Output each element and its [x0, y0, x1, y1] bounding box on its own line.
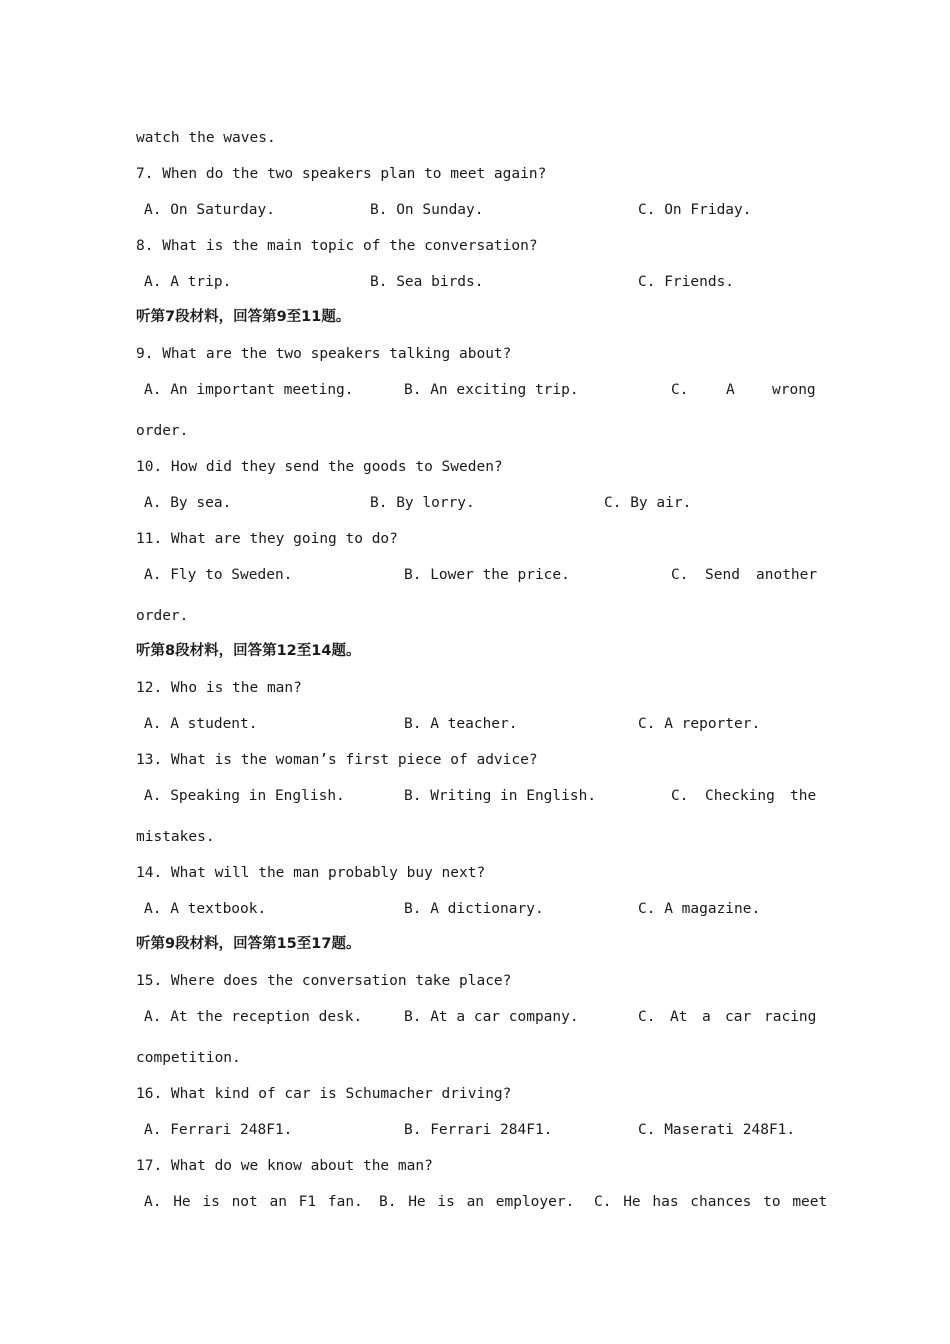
option-c-letter: C.: [671, 567, 689, 583]
question-17-options: [144, 1192, 828, 1272]
section-heading-8: 听第8段材料，回答第12至14题。: [136, 643, 361, 659]
option-c: C. By air.: [604, 495, 692, 511]
continuation-text: watch the waves.: [136, 130, 276, 146]
option-b: B. By lorry.: [370, 495, 475, 511]
question-14: 14. What will the man probably buy next?: [136, 865, 486, 881]
question-12: 12. Who is the man?: [136, 680, 302, 696]
option-a: A. On Saturday.: [144, 202, 275, 218]
option-c: C. Friends.: [638, 274, 735, 290]
option-b: B. At a car company.: [404, 1009, 579, 1025]
option-c-letter: C.: [671, 788, 689, 804]
question-9: 9. What are the two speakers talking about?: [136, 346, 512, 362]
option-c-letter: C.: [638, 1009, 656, 1025]
option-a: A. A textbook.: [144, 901, 267, 917]
option-c-letter: C.: [671, 382, 689, 398]
option-b: B. A dictionary.: [404, 901, 544, 917]
option-b: B. Lower the price.: [404, 567, 570, 583]
question-8: 8. What is the main topic of the conversation?: [136, 238, 538, 254]
option-a: A. A trip.: [144, 274, 232, 290]
option-a: A. A student.: [144, 716, 258, 732]
question-7: 7. When do the two speakers plan to meet again?: [136, 166, 547, 182]
option-c-word: racing: [764, 1009, 817, 1025]
option-c: C. On Friday.: [638, 202, 752, 218]
option-a: A. By sea.: [144, 495, 232, 511]
option-a: A. Fly to Sweden.: [144, 567, 293, 583]
option-c: C. A magazine.: [638, 901, 761, 917]
question-10: 10. How did they send the goods to Sweden?: [136, 459, 503, 475]
option-c-continuation: mistakes.: [136, 829, 215, 845]
option-a: A. An important meeting.: [144, 382, 354, 398]
option-b: B. A teacher.: [404, 716, 518, 732]
question-15: 15. Where does the conversation take place?: [136, 973, 512, 989]
option-a: A. He is not an F1 fan.: [144, 1194, 363, 1210]
option-c-word: wrong: [772, 382, 816, 398]
option-c: C. Maserati 248F1.: [638, 1122, 796, 1138]
option-c: C. He has chances to meet: [594, 1194, 828, 1210]
option-a: A. Ferrari 248F1.: [144, 1122, 293, 1138]
option-c-word: the: [790, 788, 817, 804]
option-c-word: another: [756, 567, 818, 583]
option-c-word: car: [725, 1009, 752, 1025]
option-c-word: a: [702, 1009, 711, 1025]
option-c-continuation: competition.: [136, 1050, 241, 1066]
option-a: A. At the reception desk.: [144, 1009, 363, 1025]
option-c-word: A: [726, 382, 735, 398]
option-b: B. On Sunday.: [370, 202, 484, 218]
section-heading-7: 听第7段材料，回答第9至11题。: [136, 309, 351, 325]
question-16: 16. What kind of car is Schumacher driving?: [136, 1086, 512, 1102]
option-b: B. Writing in English.: [404, 788, 597, 804]
option-c: C. A reporter.: [638, 716, 761, 732]
option-b: B. Sea birds.: [370, 274, 484, 290]
question-13: 13. What is the woman’s first piece of advice?: [136, 752, 538, 768]
option-a: A. Speaking in English.: [144, 788, 345, 804]
option-c-continuation: order.: [136, 423, 189, 439]
option-b: B. He is an employer.: [379, 1194, 575, 1210]
question-17: 17. What do we know about the man?: [136, 1158, 433, 1174]
option-c-word: At: [670, 1009, 688, 1025]
option-c-word: Send: [705, 567, 740, 583]
option-b: B. An exciting trip.: [404, 382, 579, 398]
option-c-word: Checking: [705, 788, 775, 804]
section-heading-9: 听第9段材料，回答第15至17题。: [136, 936, 361, 952]
option-b: B. Ferrari 284F1.: [404, 1122, 553, 1138]
option-c-continuation: order.: [136, 608, 189, 624]
question-11: 11. What are they going to do?: [136, 531, 398, 547]
